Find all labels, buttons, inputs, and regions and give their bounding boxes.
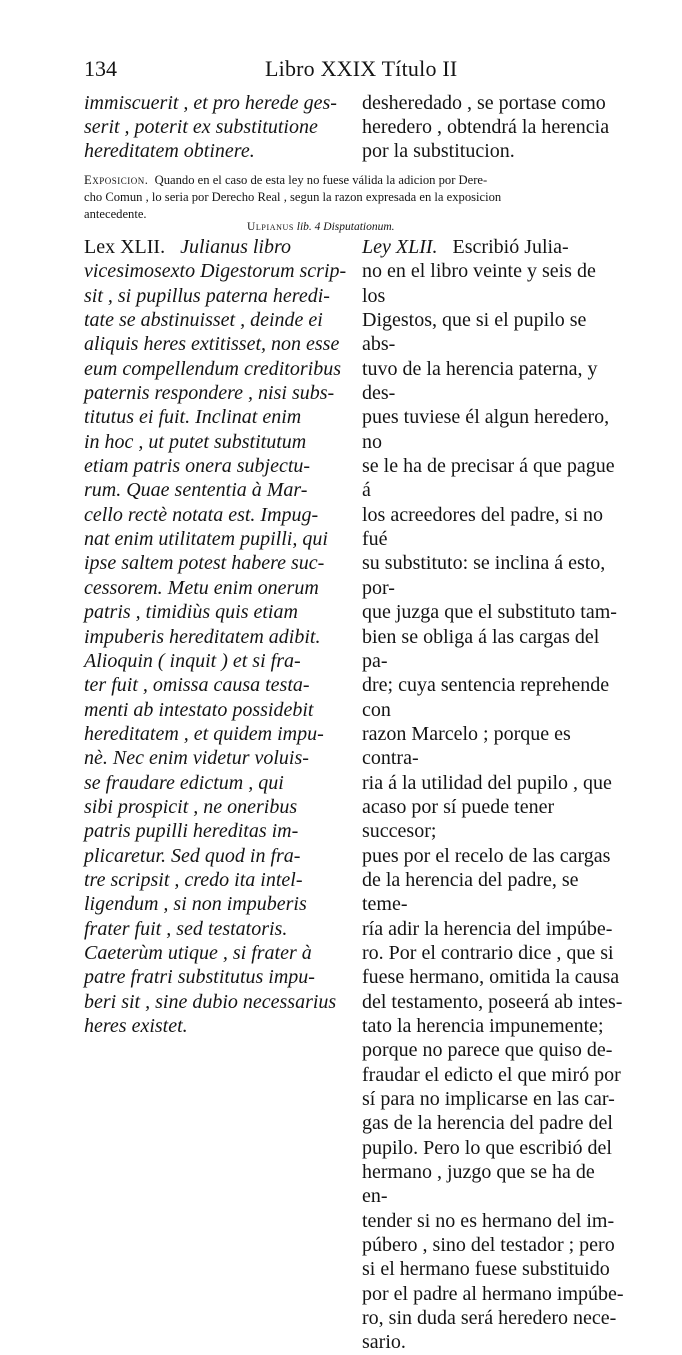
source-author: Ulpianus	[247, 221, 294, 233]
law-spanish-text: Escribió Julia- no en el libro veinte y seis de los Digestos, que si el pupilo se abs- tuvo de la herencia paterna, y des- pues tuviese él algun heredero, no se le ha de precisar á que pague á los acreedores del padre, si no fué su substituto: se inclina á esto, por- que juzga que el substituto tam- bien se obliga á las cargas del pa- dre; cuya sentencia reprehende con razon Marcelo ; porque es contra- ria á la utilidad del pupilo , que acaso por sí puede tener succesor; pues por el recelo de las cargas de la herencia del padre, se teme- ría adir la herencia del impúbe- ro. Por el contrario dice , que si fuese hermano, omitida la causa del testamento, poseerá ab intes- tato la herencia impunemente; porque no parece que quiso de- fraudar el edicto el que miró por sí para no implicarse en las car- gas de la herencia del padre del pupilo. Pero lo que escribió del hermano , juzgo que se ha de en- tender si no es hermano del im- púbero , sino del testador ; pero si el hermano fuese substituido por el padre al hermano impúbe- ro, sin duda será heredero nece- sario.	[362, 236, 624, 1354]
top-spanish-column: desheredado , se portase como heredero , obtendrá la herencia por la substitucion.	[362, 92, 610, 162]
exposition-text: Quando en el caso de esta ley no fuese válida la adicion por Dere- cho Comun , lo seria por Derecho Real , segun la razon expresada en la exposicion antecedente.	[84, 173, 502, 221]
law-spanish-column	[362, 235, 624, 1355]
law-latin-heading: Lex XLII.	[84, 236, 166, 258]
exposition-note	[84, 172, 624, 223]
page-number: 134	[84, 56, 117, 81]
top-latin-column: immiscuerit , et pro herede ges- serit , poterit ex substitutione hereditatem obtinere.	[84, 92, 337, 162]
law-latin-column	[84, 235, 356, 1038]
law-latin-text: Julianus libro vicesimosexto Digestorum scrip- sit , si pupillus paterna heredi- tate se abstinuisset , deinde ei aliquis heres extitisset, non esse eum compellendum creditoribus paternis respondere , nisi subs- titutus ei fuit. Inclinat enim in hoc , ut putet substitutum etiam patris onera subjectu- rum. Quae sententia à Mar- cello rectè notata est. Impug- nat enim utilitatem pupilli, qui ipse saltem potest habere suc- cessorem. Metu enim onerum patris , timidiùs quis etiam impuberis hereditatem adibit. Alioquin ( inquit ) et si fra- ter fuit , omissa causa testa- menti ab intestato possidebit hereditatem , et quidem impu- nè. Nec enim videtur voluis- se fraudare edictum , qui sibi prospicit , ne oneribus patris pupilli hereditas im- plicaretur. Sed quod in fra- tre scripsit , credo ita intel- ligendum , si non impuberis frater fuit , sed testatoris. Caeterùm utique , si frater à patre fratri substitutus impu- beri sit , sine dubio necessarius heres existet.	[84, 236, 347, 1037]
running-head: Libro XXIX Título II	[265, 56, 458, 81]
source-work: lib. 4 Disputationum.	[296, 221, 395, 233]
law-spanish-heading: Ley XLII.	[362, 236, 438, 258]
exposition-label: Exposicion.	[84, 173, 149, 187]
page-header	[84, 56, 618, 86]
source-citation	[247, 220, 395, 234]
